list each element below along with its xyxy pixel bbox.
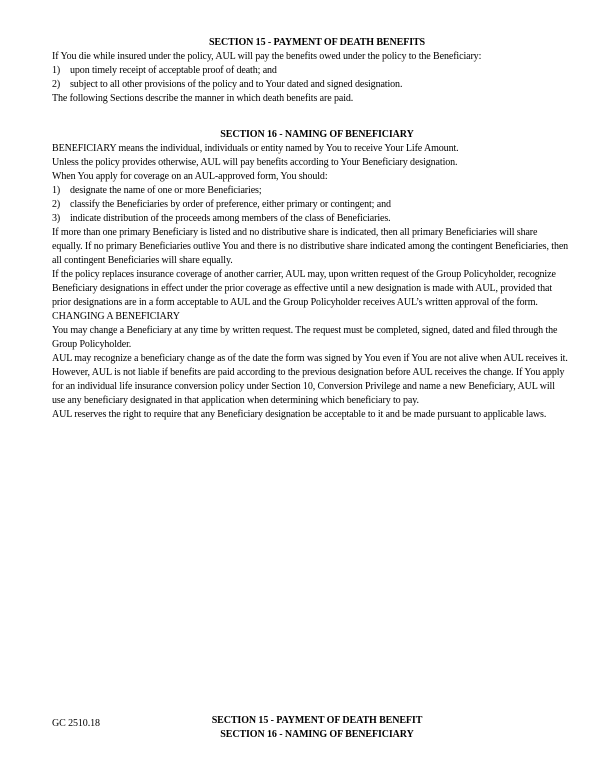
section-15-closing: The following Sections describe the manner in which death benefits are paid. [52,93,354,104]
section-16-list [52,184,570,226]
section-16-heading: SECTION 16 - NAMING OF BENEFICIARY [220,129,414,140]
beneficiary-definition-paragraph: BENEFICIARY means the individual, individuals or entity named by You to receive Your Life Amount. [52,143,459,154]
list-item-text: upon timely receipt of acceptable proof of death; and [70,65,277,76]
list-item [52,212,570,226]
list-item [52,64,570,78]
list-item-number: 1) [52,65,61,76]
footer-title-line-2: SECTION 16 - NAMING OF BENEFICIARY [220,729,414,740]
share-equally-paragraph: If more than one primary Beneficiary is listed and no distributive share is indicated, then all primary Beneficiaries will share equally. If no primary Beneficiaries outlive You and there is no distributive share indicated among the contingent Beneficiaries, then all contingent Beneficiaries will share equally. [52,227,569,266]
change-request-paragraph: You may change a Beneficiary at any time by written request. The request must be completed, signed, dated and filed through the Group Policyholder. [52,325,558,350]
list-item [52,184,570,198]
section-15-list [52,64,570,92]
list-item [52,78,570,92]
unless-paragraph: Unless the policy provides otherwise, AUL will pay benefits according to Your Beneficiary designation. [52,157,458,168]
form-number: GC 2510.18 [52,718,100,729]
section-15-intro: If You die while insured under the policy, AUL will pay the benefits owed under the policy to the Beneficiary: [52,51,482,62]
recognize-change-paragraph: AUL may recognize a beneficiary change as of the date the form was signed by You even if You are not alive when AUL receives it. However, AUL is not liable if benefits are paid according to the previous designation before AUL receives the change. If You apply for an individual life insurance conversion policy under Section 10, Conversion Privilege and name a new Beneficiary, AUL will use any beneficiary designated in that application when determining which beneficiary to pay. [52,353,568,406]
list-item-number: 2) [52,79,61,90]
footer-title-line-1: SECTION 15 - PAYMENT OF DEATH BENEFIT [211,715,423,726]
list-item-text: subject to all other provisions of the policy and to Your dated and signed designation. [70,79,403,90]
page-footer [0,714,600,742]
replaces-coverage-paragraph: If the policy replaces insurance coverage of another carrier, AUL may, upon written request of the Group Policyholder, recognize Beneficiary designations in effect under the prior coverage as effective until a new designation is made with AUL, provided that prior designations are in a form acceptable to AUL and the Group Policyholder receives AUL’s written approval of the form. [52,269,556,308]
list-item-text: designate the name of one or more Beneficiaries; [70,185,262,196]
list-item-text: indicate distribution of the proceeds among members of the class of Beneficiaries. [70,213,391,224]
footer-section-titles [34,714,600,742]
list-item-text: classify the Beneficiaries by order of preference, either primary or contingent; and [70,199,391,210]
reserves-right-paragraph: AUL reserves the right to require that any Beneficiary designation be acceptable to it and be made pursuant to applicable laws. [52,409,547,420]
section-15-heading: SECTION 15 - PAYMENT OF DEATH BENEFITS [208,37,426,48]
apply-intro: When You apply for coverage on an AUL-approved form, You should: [52,171,328,182]
list-item [52,198,570,212]
list-item-number: 3) [52,213,61,224]
changing-beneficiary-subheading: CHANGING A BENEFICIARY [52,311,180,322]
list-item-number: 1) [52,185,61,196]
list-item-number: 2) [52,199,61,210]
